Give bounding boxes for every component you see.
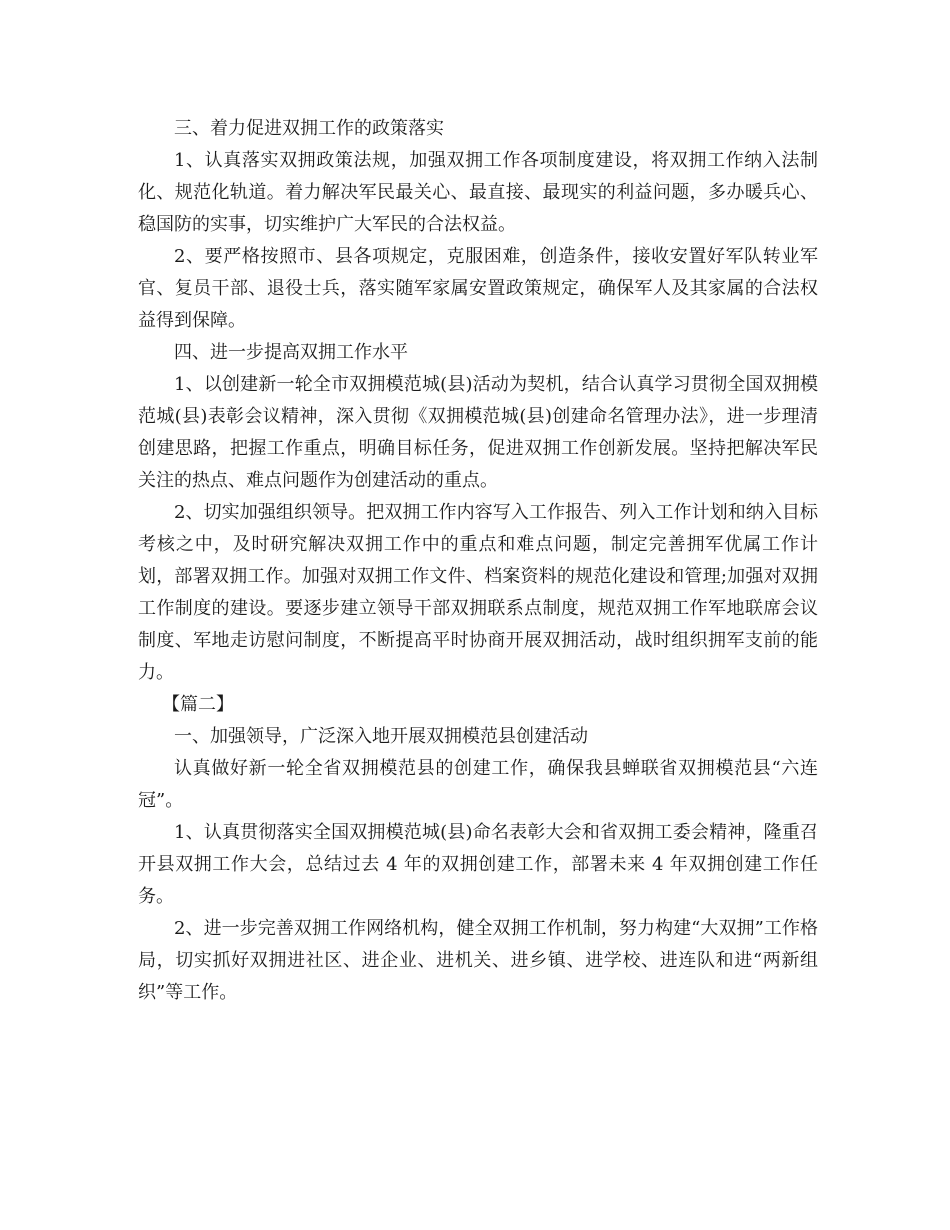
part-heading: 【篇二】 <box>162 694 234 715</box>
document-body <box>138 113 818 1009</box>
paragraph: 1、认真落实双拥政策法规，加强双拥工作各项制度建设，将双拥工作纳入法制化、规范化轨道。着力解决军民最关心、最直接、最现实的利益问题，多办暖兵心、稳国防的实事，切实维护广大军民的合法权益。 <box>138 150 818 235</box>
section-heading-4: 四、进一步提高双拥工作水平 <box>174 342 408 363</box>
paragraph: 2、要严格按照市、县各项规定，克服困难，创造条件，接收安置好军队转业军官、复员干部、退役士兵，落实随军家属安置政策规定，确保军人及其家属的合法权益得到保障。 <box>138 246 818 331</box>
paragraph: 2、进一步完善双拥工作网络机构，健全双拥工作机制，努力构建“大双拥”工作格局，切实抓好双拥进社区、进企业、进机关、进乡镇、进学校、进连队和进“两新组织”等工作。 <box>138 918 818 1003</box>
paragraph: 1、认真贯彻落实全国双拥模范城(县)命名表彰大会和省双拥工委会精神，隆重召开县双拥工作大会，总结过去 4 年的双拥创建工作，部署未来 4 年双拥创建工作任务。 <box>138 822 818 907</box>
paragraph: 2、切实加强组织领导。把双拥工作内容写入工作报告、列入工作计划和纳入目标考核之中，及时研究解决双拥工作中的重点和难点问题，制定完善拥军优属工作计划，部署双拥工作。加强对双拥工作文件、档案资料的规范化建设和管理;加强对双拥工作制度的建设。要逐步建立领导干部双拥联系点制度，规范双拥工作军地联席会议制度、军地走访慰问制度，不断提高平时协商开展双拥活动，战时组织拥军支前的能力。 <box>138 502 818 683</box>
paragraph: 认真做好新一轮全省双拥模范县的创建工作，确保我县蝉联省双拥模范县“六连冠”。 <box>138 758 818 811</box>
section-heading-1: 一、加强领导，广泛深入地开展双拥模范县创建活动 <box>174 726 588 747</box>
section-heading-3: 三、着力促进双拥工作的政策落实 <box>174 118 444 139</box>
paragraph: 1、以创建新一轮全市双拥模范城(县)活动为契机，结合认真学习贯彻全国双拥模范城(县)表彰会议精神，深入贯彻《双拥模范城(县)创建命名管理办法》，进一步理清创建思路，把握工作重点，明确目标任务，促进双拥工作创新发展。坚持把解决军民关注的热点、难点问题作为创建活动的重点。 <box>138 374 818 491</box>
